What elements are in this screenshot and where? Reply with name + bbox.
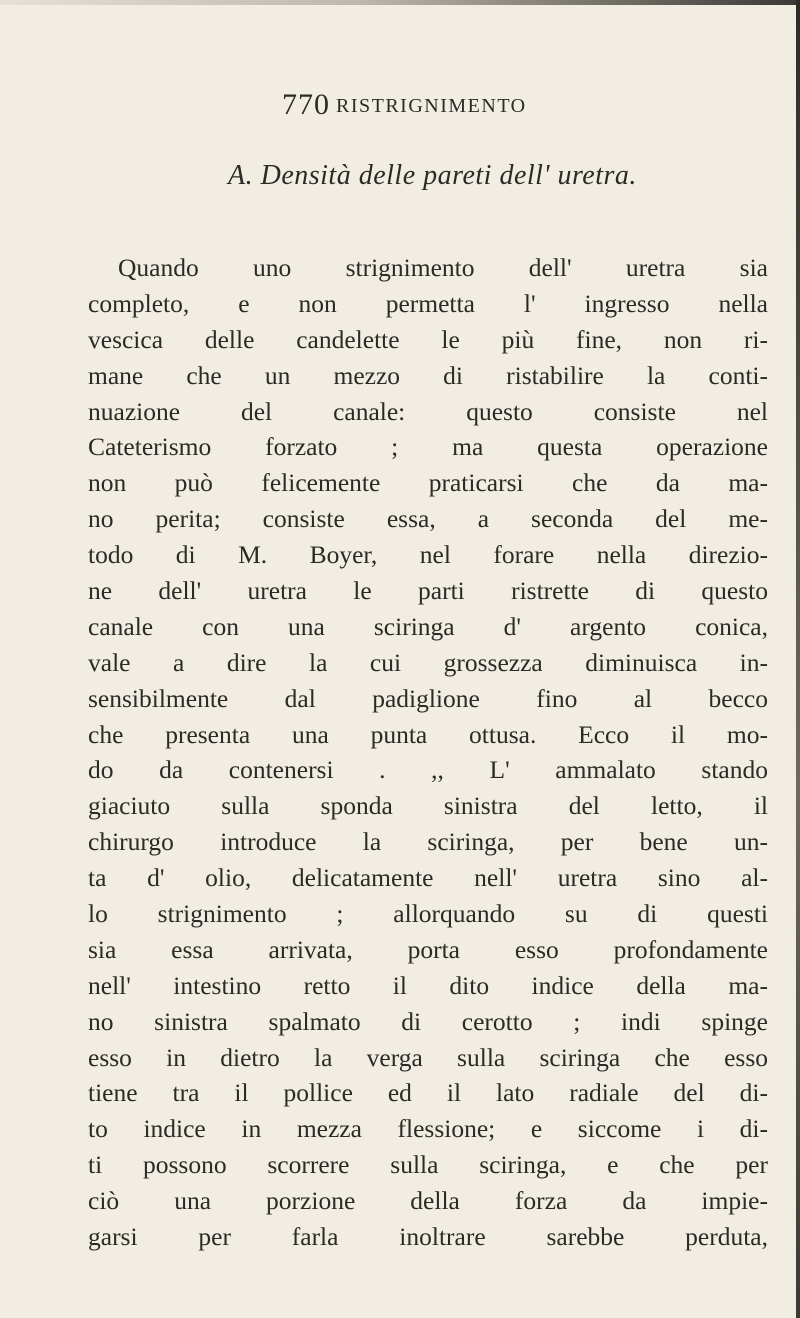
text-line: todo di M. Boyer, nel forare nella direzio- [88, 540, 768, 570]
text-line: to indice in mezza flessione; e siccome i di- [88, 1114, 768, 1144]
page-edge-shadow-right [796, 0, 800, 1318]
text-line: giaciuto sulla sponda sinistra del letto, il [88, 791, 768, 821]
text-line: lo strignimento ; allorquando su di questi [88, 899, 768, 929]
text-line: Cateterismo forzato ; ma questa operazione [88, 432, 768, 462]
section-heading: A. Densità delle pareti dell' uretra. [228, 160, 637, 191]
text-line: completo, e non permetta l' ingresso nella [88, 288, 768, 318]
text-line: sensibilmente dal padiglione fino al becco [88, 683, 768, 713]
text-line: ti possono scorrere sulla sciringa, e che per [88, 1150, 768, 1180]
text-line: canale con una sciringa d' argento conica, [88, 611, 768, 641]
text-line: vale a dire la cui grossezza diminuisca in- [88, 647, 768, 677]
text-line: nuazione del canale: questo consiste nel [88, 396, 768, 426]
text-line: no sinistra spalmato di cerotto ; indi spinge [88, 1006, 768, 1036]
text-line: do da contenersi . ,, L' ammalato stando [88, 755, 768, 785]
text-line: nell' intestino retto il dito indice della ma- [88, 970, 768, 1000]
text-line: mane che un mezzo di ristabilire la conti- [88, 360, 768, 390]
text-line: ta d' olio, delicatamente nell' uretra sino al- [88, 863, 768, 893]
text-line: no perita; consiste essa, a seconda del me- [88, 504, 768, 534]
text-line: sia essa arrivata, porta esso profondamente [88, 934, 768, 964]
body-paragraph [88, 250, 768, 1255]
text-line: chirurgo introduce la sciringa, per bene un- [88, 827, 768, 857]
text-line: che presenta una punta ottusa. Ecco il mo- [88, 719, 768, 749]
text-line: vescica delle candelette le più fine, non ri- [88, 324, 768, 354]
text-line: non può felicemente praticarsi che da ma- [88, 468, 768, 498]
text-line: esso in dietro la verga sulla sciringa che esso [88, 1042, 768, 1072]
page-number: 770 [282, 88, 330, 121]
text-line: ciò una porzione della forza da impie- [88, 1186, 768, 1216]
text-line: tiene tra il pollice ed il lato radiale del di- [88, 1078, 768, 1108]
page-edge-shadow [0, 0, 800, 5]
running-title: RISTRIGNIMENTO [336, 95, 527, 117]
text-line: Quando uno strignimento dell' uretra sia [118, 253, 768, 282]
text-line: ne dell' uretra le parti ristrette di questo [88, 576, 768, 606]
running-head [0, 88, 800, 121]
text-line: garsi per farla inoltrare sarebbe perduta, [88, 1222, 768, 1252]
